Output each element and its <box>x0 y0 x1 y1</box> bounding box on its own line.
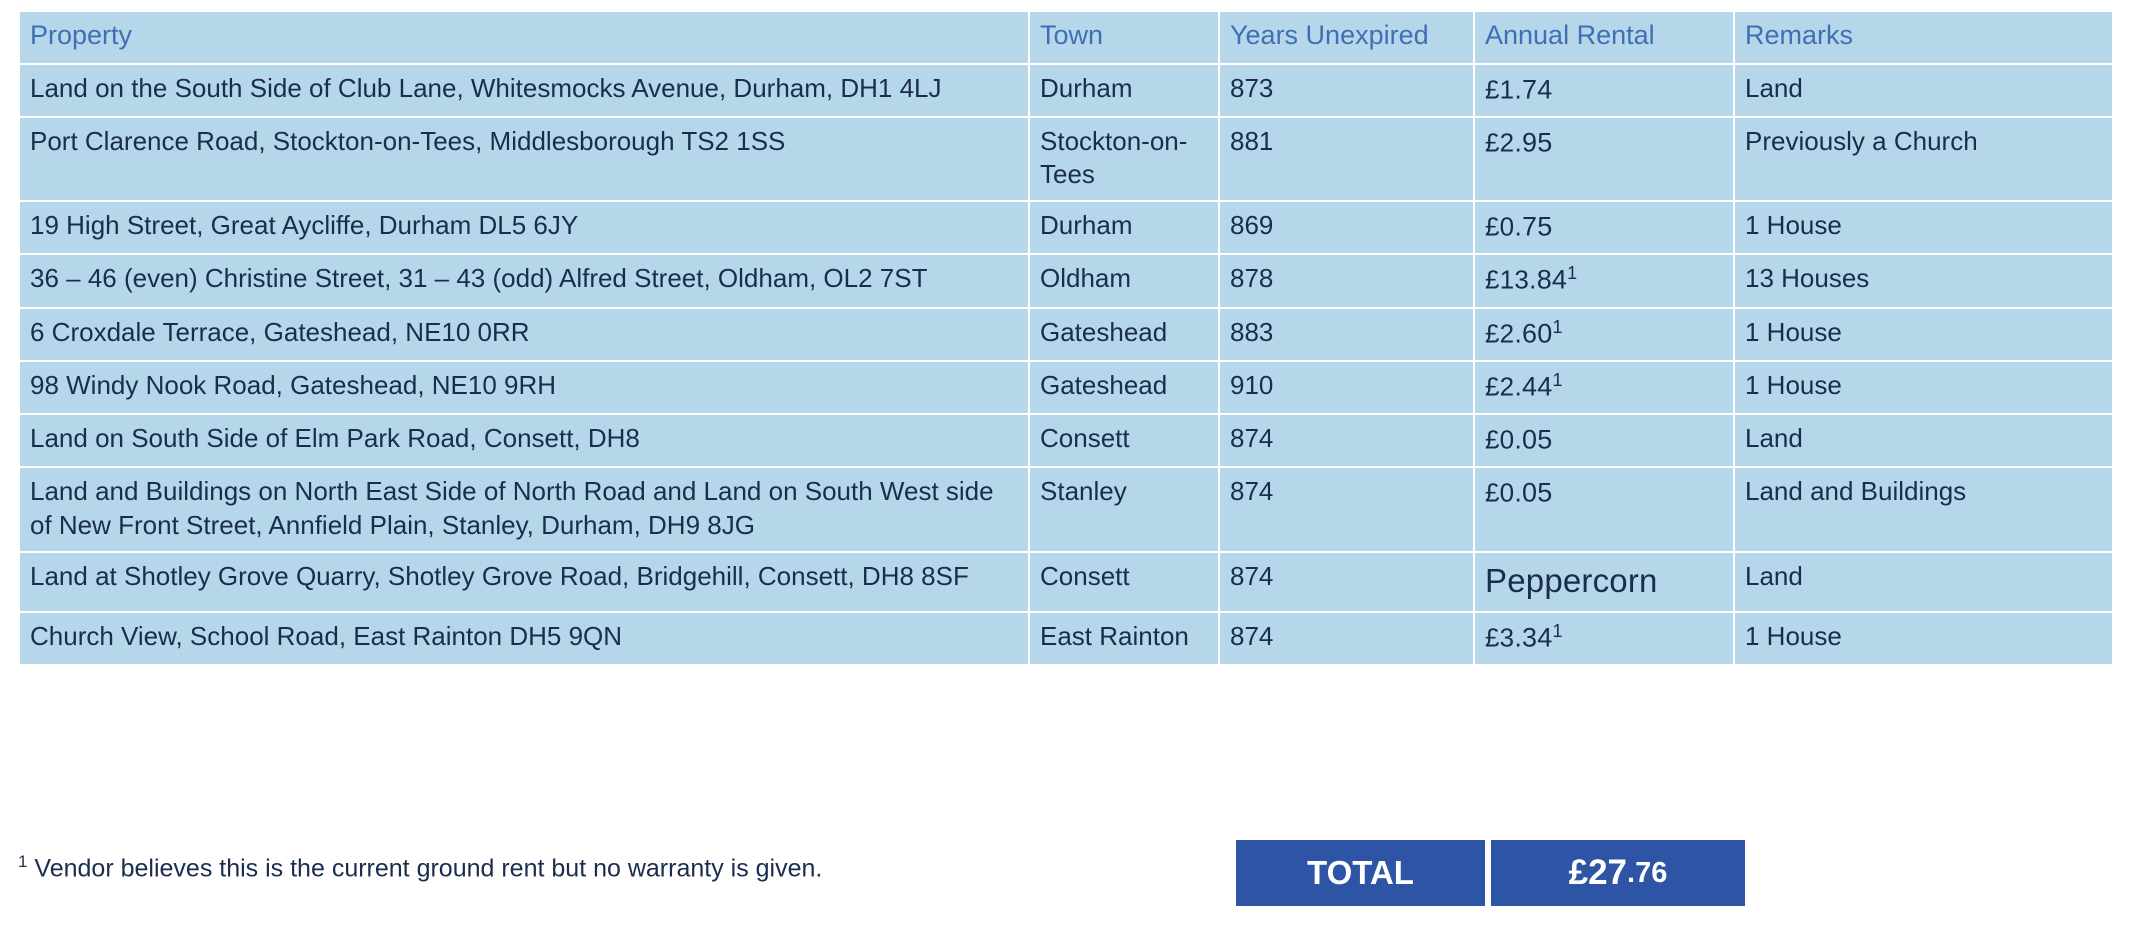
column-header-annual-rental: Annual Rental <box>1474 11 1734 64</box>
rental-pence: .75 <box>1514 211 1553 242</box>
table-row <box>19 552 2113 612</box>
table-body <box>19 64 2113 666</box>
rental-pence: .44 <box>1514 371 1553 402</box>
rental-whole: £0 <box>1485 424 1515 455</box>
column-header-years-unexpired: Years Unexpired <box>1219 11 1474 64</box>
cell-years-unexpired: 878 <box>1219 254 1474 307</box>
cell-property: 36 – 46 (even) Christine Street, 31 – 43 (odd) Alfred Street, Oldham, OL2 7ST <box>19 254 1029 307</box>
cell-years-unexpired: 874 <box>1219 467 1474 552</box>
rental-whole: £2 <box>1485 371 1515 402</box>
cell-annual-rental <box>1474 361 1734 414</box>
cell-remarks: Land <box>1734 414 2113 467</box>
rental-whole: £2 <box>1485 127 1515 158</box>
cell-town: Durham <box>1029 201 1219 254</box>
footnote-text: Vendor believes this is the current ground rent but no warranty is given. <box>27 854 823 883</box>
cell-property: 6 Croxdale Terrace, Gateshead, NE10 0RR <box>19 308 1029 361</box>
table-row <box>19 201 2113 254</box>
rental-footnote-marker: 1 <box>1552 316 1563 337</box>
footnote <box>18 852 822 883</box>
footnote-marker: 1 <box>18 852 28 871</box>
cell-remarks: 1 House <box>1734 308 2113 361</box>
cell-town: Oldham <box>1029 254 1219 307</box>
table-row <box>19 308 2113 361</box>
cell-remarks: 1 House <box>1734 612 2113 665</box>
rental-whole: £0 <box>1485 211 1515 242</box>
rental-footnote-marker: 1 <box>1552 369 1563 390</box>
total-pence: .76 <box>1627 856 1668 889</box>
cell-years-unexpired: 874 <box>1219 612 1474 665</box>
cell-town: East Rainton <box>1029 612 1219 665</box>
cell-years-unexpired: 910 <box>1219 361 1474 414</box>
cell-town: Consett <box>1029 552 1219 612</box>
cell-years-unexpired: 874 <box>1219 552 1474 612</box>
header-row <box>19 11 2113 64</box>
cell-annual-rental <box>1474 201 1734 254</box>
rental-whole: £0 <box>1485 477 1515 508</box>
cell-years-unexpired: 881 <box>1219 117 1474 202</box>
column-header-property: Property <box>19 11 1029 64</box>
table-footer <box>18 838 2128 918</box>
table-row <box>19 414 2113 467</box>
table-row <box>19 612 2113 665</box>
cell-property: Land on the South Side of Club Lane, Whitesmocks Avenue, Durham, DH1 4LJ <box>19 64 1029 117</box>
table-row <box>19 361 2113 414</box>
cell-town: Durham <box>1029 64 1219 117</box>
cell-property: 98 Windy Nook Road, Gateshead, NE10 9RH <box>19 361 1029 414</box>
cell-property: 19 High Street, Great Aycliffe, Durham DL5 6JY <box>19 201 1029 254</box>
column-header-town: Town <box>1029 11 1219 64</box>
cell-property: Land and Buildings on North East Side of North Road and Land on South West side of New Front Street, Annfield Plain, Stanley, Durham, DH9 8JG <box>19 467 1029 552</box>
cell-remarks: Previously a Church <box>1734 117 2113 202</box>
cell-years-unexpired: 869 <box>1219 201 1474 254</box>
cell-property: Port Clarence Road, Stockton-on-Tees, Middlesborough TS2 1SS <box>19 117 1029 202</box>
rental-pence: .05 <box>1514 424 1553 455</box>
column-header-remarks: Remarks <box>1734 11 2113 64</box>
cell-town: Gateshead <box>1029 308 1219 361</box>
table-row <box>19 117 2113 202</box>
total-label: TOTAL <box>1234 838 1487 908</box>
cell-town: Gateshead <box>1029 361 1219 414</box>
cell-town: Consett <box>1029 414 1219 467</box>
table-row <box>19 254 2113 307</box>
table-row <box>19 467 2113 552</box>
table-row <box>19 64 2113 117</box>
cell-annual-rental <box>1474 254 1734 307</box>
rental-whole: £1 <box>1485 74 1515 105</box>
rental-pence: .95 <box>1514 127 1553 158</box>
cell-remarks: 1 House <box>1734 361 2113 414</box>
cell-remarks: Land and Buildings <box>1734 467 2113 552</box>
rental-whole: £13 <box>1485 265 1529 296</box>
rental-whole: £3 <box>1485 622 1515 653</box>
rental-pence: .84 <box>1528 265 1568 296</box>
cell-town: Stanley <box>1029 467 1219 552</box>
rental-pence: .60 <box>1514 318 1553 349</box>
cell-annual-rental: Peppercorn <box>1474 552 1734 612</box>
total-whole: £27 <box>1568 853 1628 892</box>
cell-annual-rental <box>1474 467 1734 552</box>
cell-remarks: Land <box>1734 552 2113 612</box>
rental-whole: £2 <box>1485 318 1515 349</box>
cell-property: Land on South Side of Elm Park Road, Consett, DH8 <box>19 414 1029 467</box>
cell-town: Stockton-on-Tees <box>1029 117 1219 202</box>
cell-property: Land at Shotley Grove Quarry, Shotley Grove Road, Bridgehill, Consett, DH8 8SF <box>19 552 1029 612</box>
cell-property: Church View, School Road, East Rainton DH5 9QN <box>19 612 1029 665</box>
rental-pence: .05 <box>1514 477 1553 508</box>
cell-annual-rental <box>1474 414 1734 467</box>
ground-rent-schedule <box>18 10 2128 666</box>
rental-pence: .34 <box>1514 622 1553 653</box>
cell-remarks: Land <box>1734 64 2113 117</box>
rental-pence: .74 <box>1514 74 1553 105</box>
cell-annual-rental <box>1474 117 1734 202</box>
cell-annual-rental <box>1474 64 1734 117</box>
rental-table <box>18 10 2114 666</box>
cell-years-unexpired: 873 <box>1219 64 1474 117</box>
table-header <box>19 11 2113 64</box>
cell-remarks: 1 House <box>1734 201 2113 254</box>
rental-footnote-marker: 1 <box>1552 621 1563 642</box>
cell-years-unexpired: 874 <box>1219 414 1474 467</box>
rental-footnote-marker: 1 <box>1567 263 1578 284</box>
cell-years-unexpired: 883 <box>1219 308 1474 361</box>
cell-annual-rental <box>1474 612 1734 665</box>
cell-remarks: 13 Houses <box>1734 254 2113 307</box>
total-value <box>1489 838 1747 908</box>
cell-annual-rental <box>1474 308 1734 361</box>
